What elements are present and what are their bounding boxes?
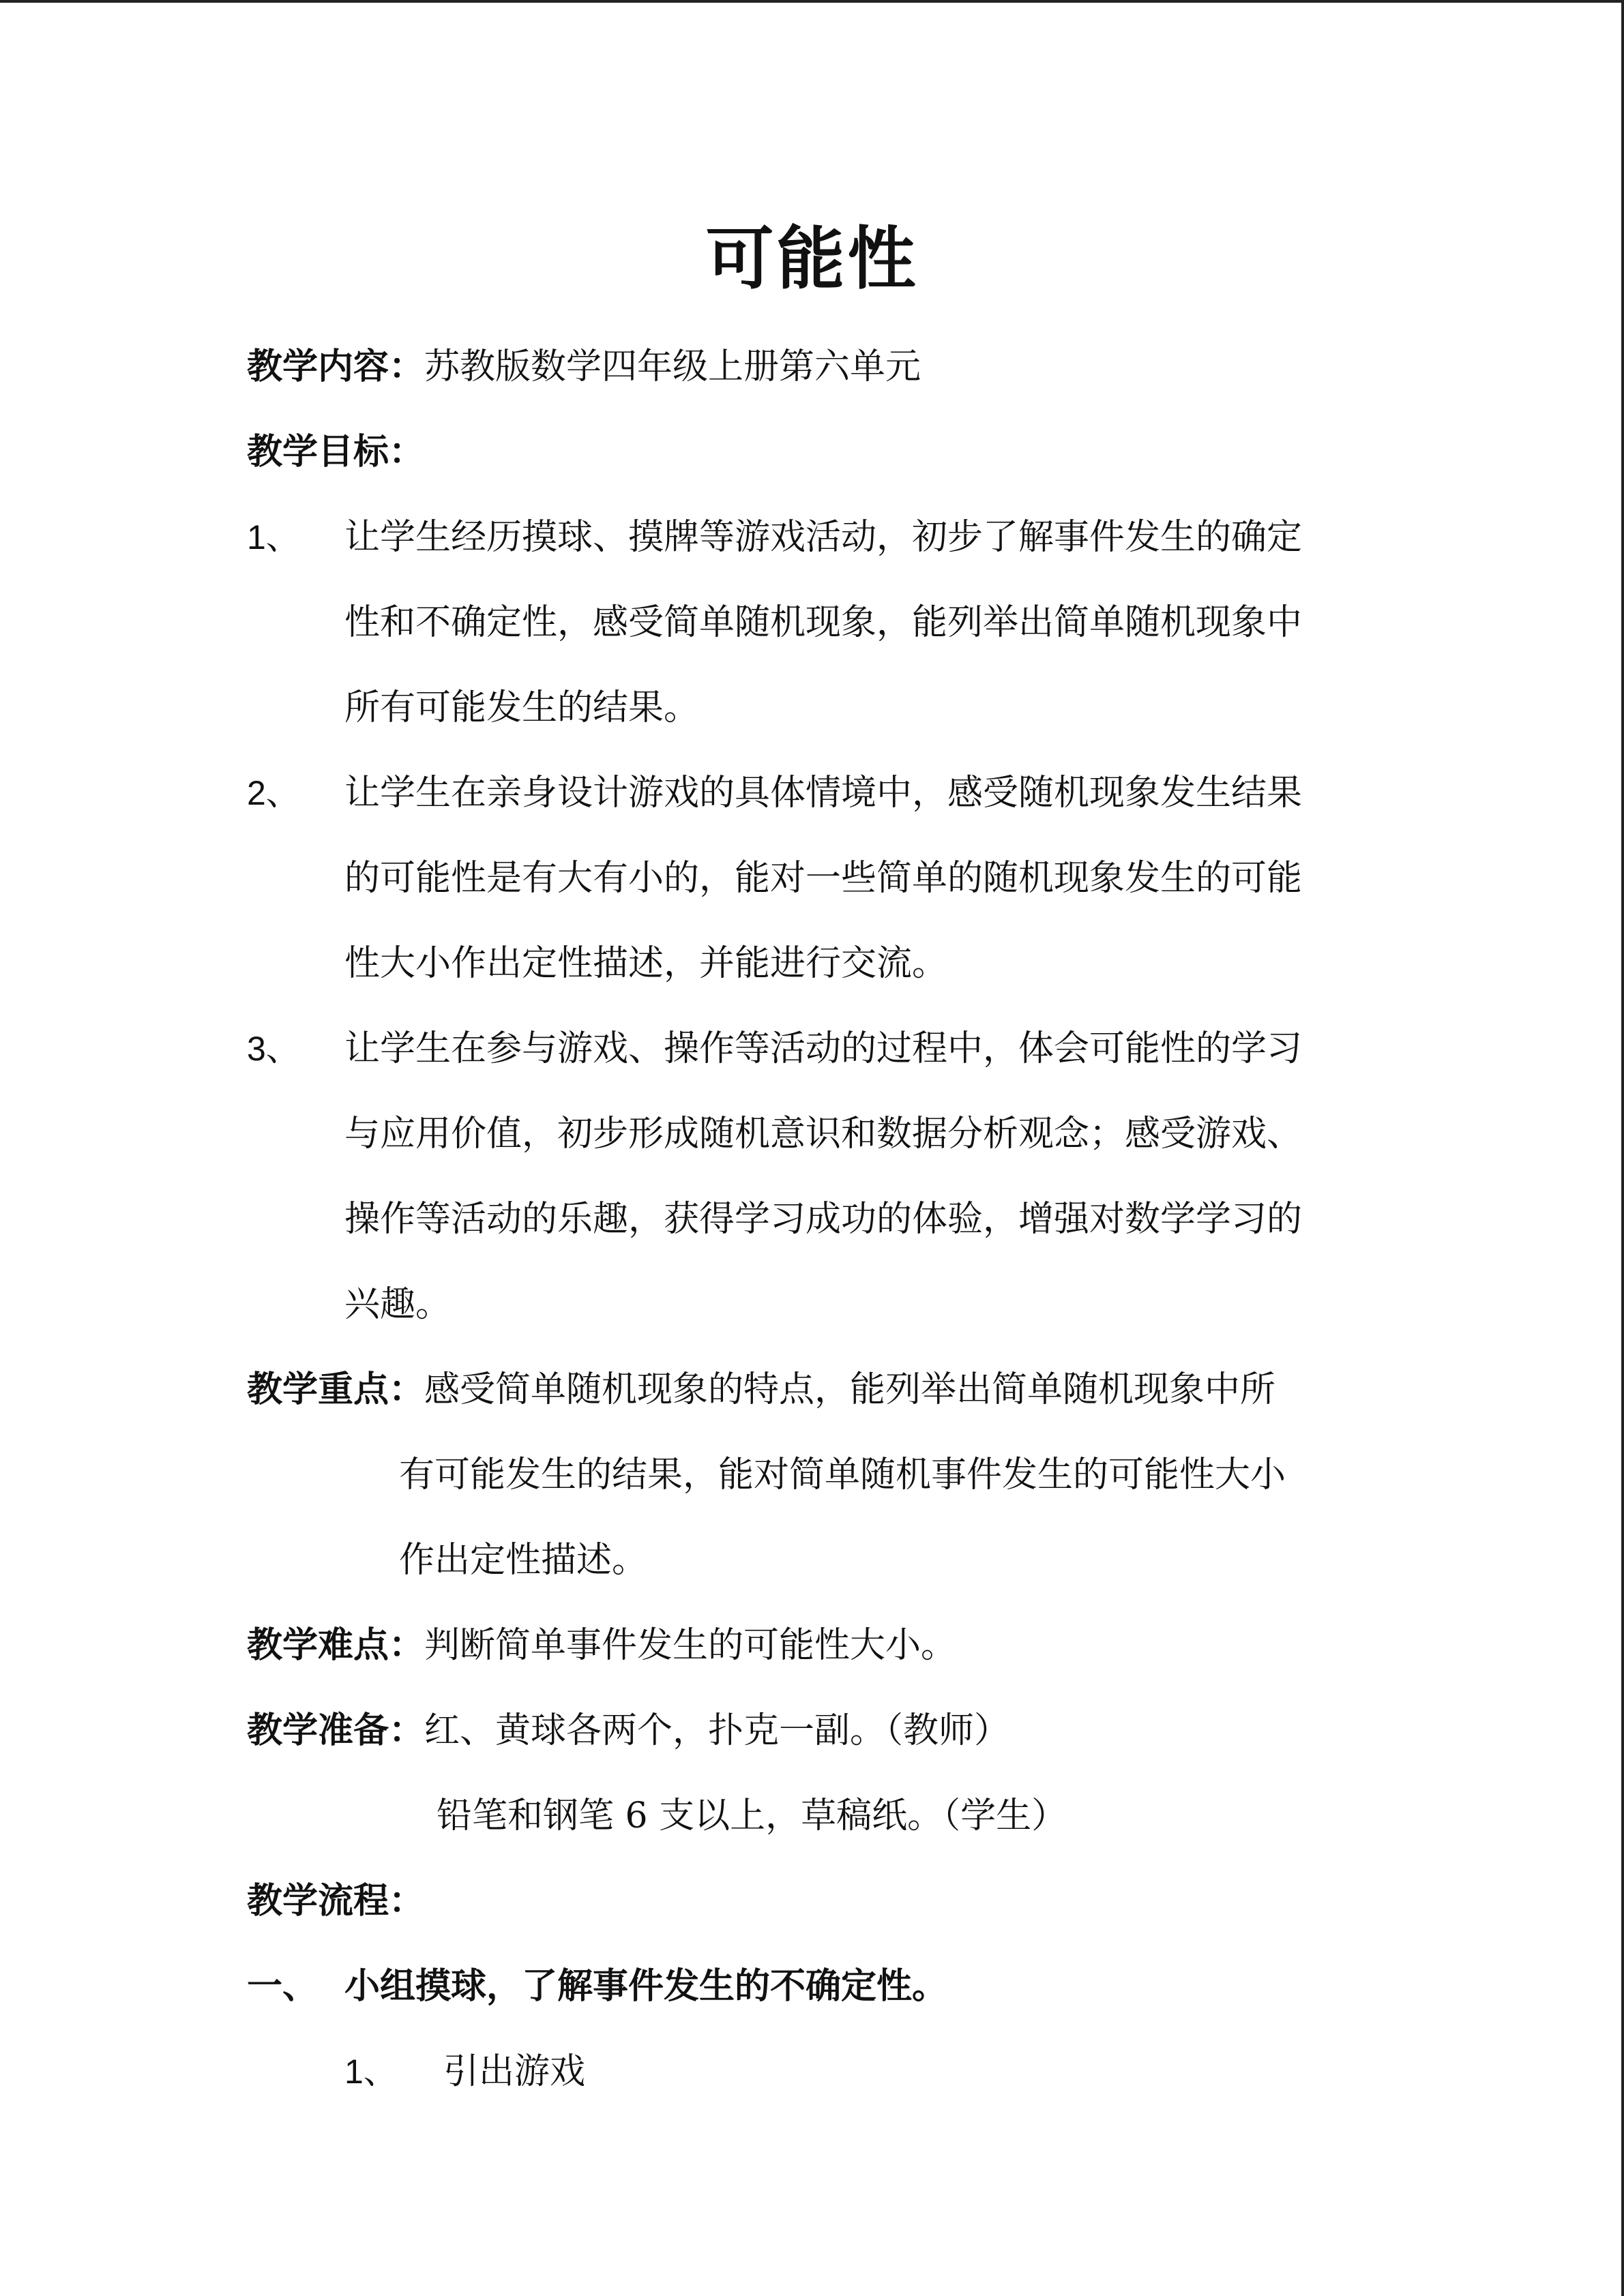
difficulty-label: 教学难点：	[247, 1625, 425, 1666]
section-1-number: 一、	[247, 1966, 319, 2007]
key-points-line-2: 有可能发生的结果，能对简单随机事件发生的可能性大小	[399, 1455, 1286, 1495]
key-points-row	[247, 1365, 1275, 1414]
content-row	[247, 342, 921, 391]
objectives-label: 教学目标：	[247, 432, 425, 473]
content-label: 教学内容：	[247, 346, 425, 387]
objective-3-line-4: 兴趣。	[344, 1284, 452, 1325]
content-text: 苏教版数学四年级上册第六单元	[424, 346, 921, 387]
objective-1-line-3: 所有可能发生的结果。	[344, 687, 700, 728]
difficulty-text: 判断简单事件发生的可能性大小。	[424, 1625, 957, 1666]
step-1-text: 引出游戏	[443, 2051, 586, 2092]
key-points-line-3: 作出定性描述。	[399, 1540, 648, 1581]
step-1-number: 1、	[344, 2053, 398, 2091]
process-label: 教学流程：	[247, 1881, 425, 1922]
key-points-label: 教学重点：	[247, 1369, 425, 1410]
page-title: 可能性	[705, 219, 919, 299]
preparation-line-1: 红、黄球各两个，扑克一副。（教师）	[424, 1710, 1010, 1751]
objective-3-line-3: 操作等活动的乐趣，获得学习成功的体验，增强对数学学习的	[344, 1199, 1303, 1240]
objective-3-number: 3、	[247, 1030, 300, 1068]
objective-2-line-2: 的可能性是有大有小的，能对一些简单的随机现象发生的可能	[344, 858, 1303, 899]
objective-2-number: 2、	[247, 774, 300, 812]
key-points-line-1: 感受简单随机现象的特点，能列举出简单随机现象中所	[424, 1369, 1276, 1410]
objective-2-line-3: 性大小作出定性描述，并能进行交流。	[344, 943, 948, 984]
objective-1-line-2: 性和不确定性，感受简单随机现象，能列举出简单随机现象中	[344, 602, 1303, 643]
top-border	[0, 0, 1624, 3]
section-1-heading: 小组摸球，了解事件发生的不确定性。	[344, 1966, 948, 2007]
objective-1-line-1: 让学生经历摸球、摸牌等游戏活动，初步了解事件发生的确定	[344, 517, 1303, 558]
preparation-line-2: 铅笔和钢笔 6 支以上，草稿纸。（学生）	[437, 1795, 1067, 1836]
objective-1-number: 1、	[247, 518, 300, 556]
right-border	[1621, 0, 1624, 2296]
objective-2-line-1: 让学生在亲身设计游戏的具体情境中，感受随机现象发生结果	[344, 773, 1303, 814]
preparation-label: 教学准备：	[247, 1710, 425, 1751]
objective-3-line-2: 与应用价值，初步形成随机意识和数据分析观念；感受游戏、	[344, 1114, 1303, 1154]
difficulty-row	[247, 1621, 956, 1670]
objective-3-line-1: 让学生在参与游戏、操作等活动的过程中，体会可能性的学习	[344, 1028, 1303, 1069]
preparation-row	[247, 1706, 1009, 1755]
